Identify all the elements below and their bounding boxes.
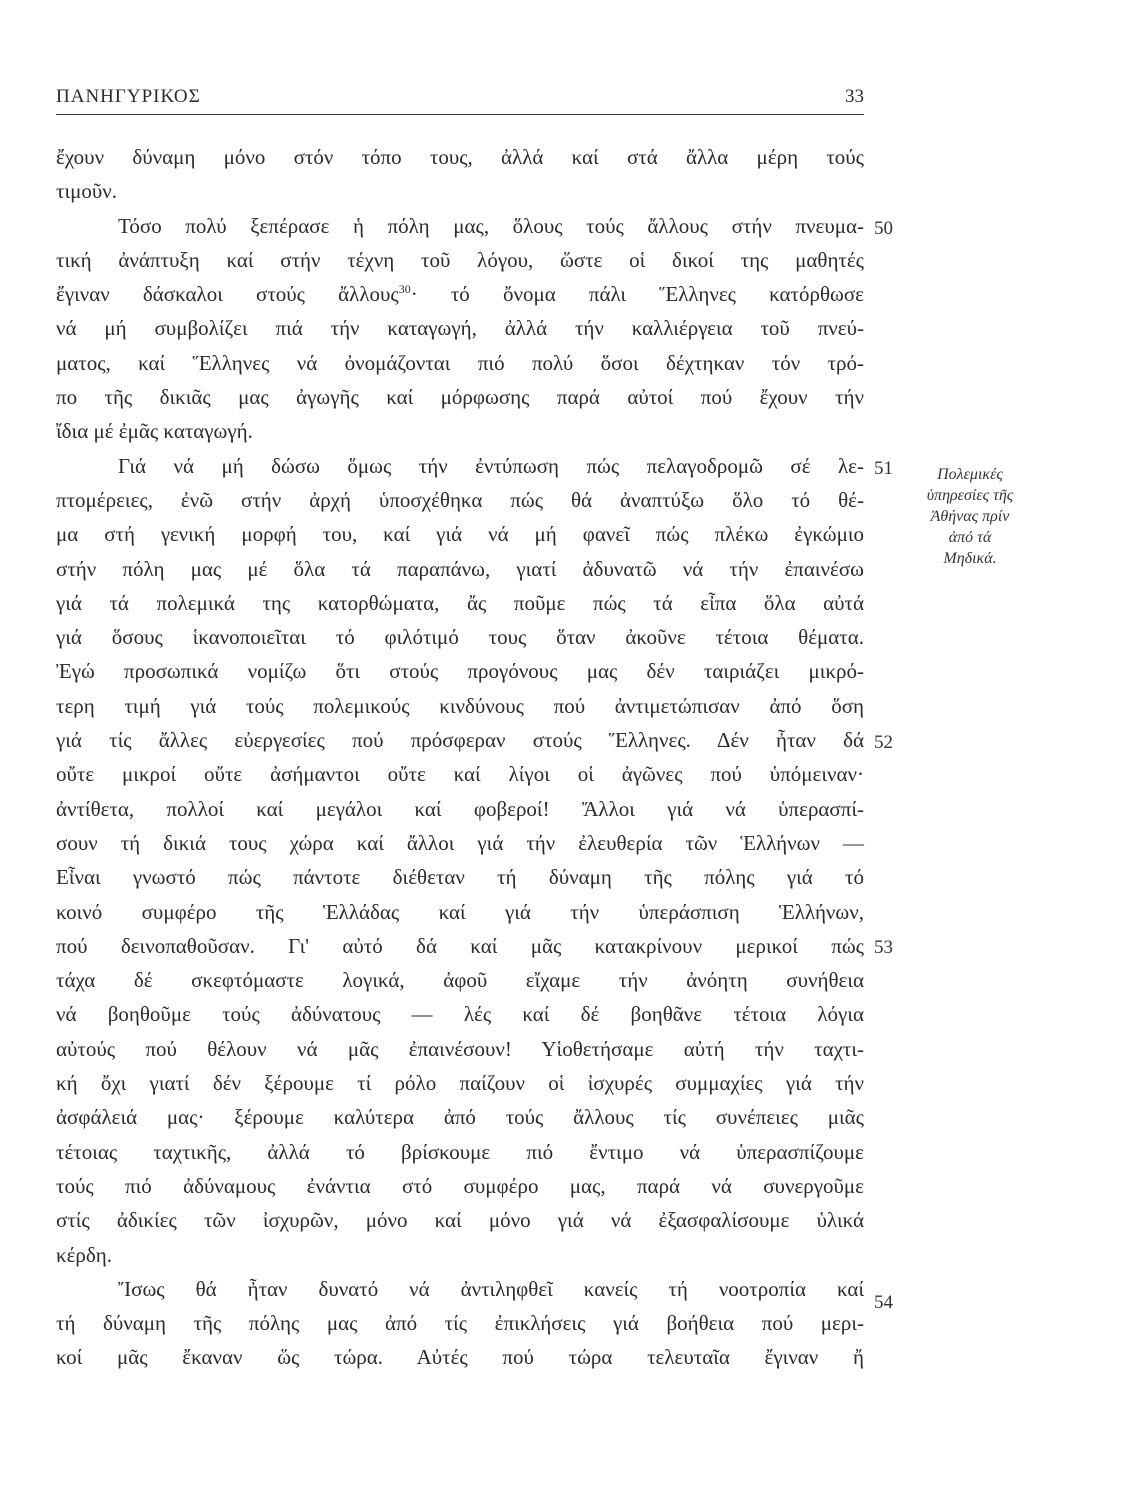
text-line: τούς πιό ἀδύναμους ἐνάντια στό συμφέρο μας, παρά νά συνεργοῦμε	[56, 1173, 864, 1198]
text-line: ἀντίθετα, πολλοί καί μεγάλοι καί φοβεροί! Ἄλλοι γιά νά ὑπερασπί-	[56, 796, 864, 821]
text-line: τιμοῦν.	[56, 179, 117, 204]
text-line-with-footnote	[56, 277, 864, 311]
text-line: νά βοηθοῦμε τούς ἀδύνατους — λές καί δέ βοηθᾶνε τέτοια λόγια	[56, 1002, 864, 1027]
text-line: κή ὄχι γιατί δέν ξέρουμε τί ρόλο παίζουν οἱ ἰσχυρές συμμαχίες γιά τήν	[56, 1071, 864, 1096]
text-line: τική ἀνάπτυξη καί στήν τέχνη τοῦ λόγου, ὥστε οἱ δικοί της μαθητές	[56, 247, 864, 272]
text-line: Γιά νά μή δώσω ὅμως τήν ἐντύπωση πώς πελαγοδρομῶ σέ λε-	[118, 453, 864, 478]
running-title: ΠΑΝΗΓΥΡΙΚΟΣ	[56, 86, 201, 107]
text-line: ἀσφάλειά μας· ξέρουμε καλύτερα ἀπό τούς ἄλλους τίς συνέπειες μιᾶς	[56, 1105, 864, 1130]
section-number-50: 50	[874, 218, 893, 239]
text-line: πτομέρειες, ἐνῶ στήν ἀρχή ὑποσχέθηκα πώς θά ἀναπτύξω ὅλο τό θέ-	[56, 487, 864, 512]
text-line: γιά τίς ἄλλες εὐεργεσίες πού πρόσφεραν στούς Ἕλληνες. Δέν ἦταν δά	[56, 728, 864, 753]
text-line: νά μή συμβολίζει πιά τήν καταγωγή, ἀλλά τήν καλλιέργεια τοῦ πνεύ-	[56, 316, 864, 341]
text-line: Ἐγώ προσωπικά νομίζω ὅτι στούς προγόνους μας δέν ταιριάζει μικρό-	[56, 659, 864, 684]
text-line: αὐτούς πού θέλουν νά μᾶς ἐπαινέσουν! Υἱοθετήσαμε αὐτή τήν ταχτι-	[56, 1036, 864, 1061]
text-line: στήν πόλη μας μέ ὅλα τά παραπάνω, γιατί ἀδυνατῶ νά τήν ἐπαινέσω	[56, 556, 864, 581]
section-number-54: 54	[874, 1292, 893, 1313]
margin-note-line: ἀπό τά	[948, 529, 992, 546]
text-line: κοινό συμφέρο τῆς Ἑλλάδας καί γιά τήν ὑπεράσπιση Ἑλλήνων,	[56, 899, 864, 924]
margin-note-line: ὑπηρεσίες τῆς	[926, 487, 1014, 504]
text-line: τάχα δέ σκεφτόμαστε λογικά, ἀφοῦ εἴχαμε τήν ἀνόητη συνήθεια	[56, 968, 864, 993]
margin-note-line: Μηδικά.	[943, 550, 997, 567]
text-line: τέτοιας ταχτικῆς, ἀλλά τό βρίσκουμε πιό ἔντιμο νά ὑπερασπίζουμε	[56, 1139, 864, 1164]
page-number: 33	[845, 86, 864, 107]
section-number-53: 53	[874, 937, 893, 958]
main-text	[56, 140, 864, 1375]
text-line: ματος, καί Ἕλληνες νά ὀνομάζονται πιό πολύ ὅσοι δέχτηκαν τόν τρό-	[56, 350, 864, 375]
text-line: μα στή γενική μορφή του, καί γιά νά μή φανεῖ πώς πλέκω ἐγκώμιο	[56, 522, 864, 547]
text-line: κέρδη.	[56, 1242, 113, 1267]
text-line: κοί μᾶς ἔκαναν ὥς τώρα. Αὐτές πού τώρα τελευταῖα ἔγιναν ἤ	[56, 1345, 864, 1370]
text-line: πού δεινοπαθοῦσαν. Γι' αὐτό δά καί μᾶς κατακρίνουν μερικοί πώς	[56, 933, 864, 958]
text-segment: · τό ὄνομα πάλι Ἕλληνες κατόρθωσε	[410, 282, 864, 307]
text-segment: ἔγιναν δάσκαλοι στούς ἄλλους	[56, 282, 399, 307]
text-line: γιά τά πολεμικά της κατορθώματα, ἄς ποῦμε πώς τά εἶπα ὅλα αὐτά	[56, 590, 864, 615]
text-line: ἴδια μέ ἐμᾶς καταγωγή.	[56, 419, 253, 444]
text-line: σουν τή δικιά τους χώρα καί ἄλλοι γιά τήν ἐλευθερία τῶν Ἑλλήνων —	[56, 830, 864, 855]
margin-note	[900, 464, 1040, 569]
text-line: ἔχουν δύναμη μόνο στόν τόπο τους, ἀλλά καί στά ἄλλα μέρη τούς	[56, 145, 864, 169]
text-line: οὔτε μικροί οὔτε ἀσήμαντοι οὔτε καί λίγοι οἱ ἀγῶνες πού ὑπόμειναν·	[56, 762, 864, 787]
margin-note-line: Ἀθήνας πρίν	[930, 508, 1010, 525]
text-line: τή δύναμη τῆς πόλης μας ἀπό τίς ἐπικλήσεις γιά βοήθεια πού μερι-	[56, 1311, 864, 1336]
section-number-51: 51	[874, 458, 893, 479]
text-line: τερη τιμή γιά τούς πολεμικούς κινδύνους πού ἀντιμετώπισαν ἀπό ὅση	[56, 693, 864, 718]
margin-note-line: Πολεμικές	[937, 466, 1003, 483]
footnote-ref: 30	[398, 282, 411, 297]
section-number-52: 52	[874, 732, 893, 753]
text-line: Τόσο πολύ ξεπέρασε ἡ πόλη μας, ὅλους τούς ἄλλους στήν πνευμα-	[118, 213, 864, 238]
text-line: Εἶναι γνωστό πώς πάντοτε διέθεταν τή δύναμη τῆς πόλης γιά τό	[56, 865, 864, 890]
text-line: γιά ὅσους ἱκανοποιεῖται τό φιλότιμό τους ὅταν ἀκοῦνε τέτοια θέματα.	[56, 625, 864, 650]
text-line: Ἴσως θά ἦταν δυνατό νά ἀντιληφθεῖ κανείς τή νοοτροπία καί	[118, 1276, 864, 1301]
text-line: στίς ἀδικίες τῶν ἰσχυρῶν, μόνο καί μόνο γιά νά ἐξασφαλίσουμε ὑλικά	[56, 1208, 864, 1233]
text-line: πο τῆς δικιᾶς μας ἀγωγῆς καί μόρφωσης παρά αὐτοί πού ἔχουν τήν	[56, 385, 864, 410]
page-header	[56, 82, 864, 115]
